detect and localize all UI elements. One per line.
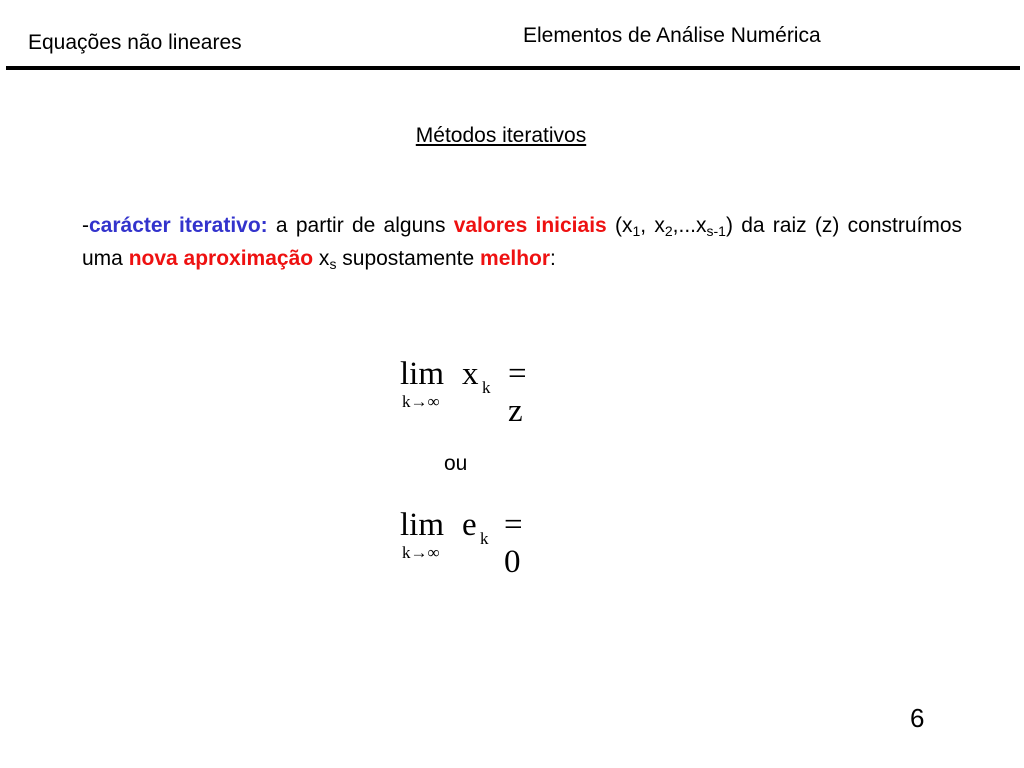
subscript-s: s: [329, 256, 337, 272]
course-title: Elementos de Análise Numérica: [523, 24, 821, 47]
definition-paragraph: [82, 209, 962, 275]
connector-text: ou: [444, 452, 468, 475]
equation-rhs: = z: [508, 356, 527, 429]
header-divider: [6, 66, 1020, 70]
variable-subscript: k: [480, 529, 489, 548]
equation-rhs: = 0: [504, 507, 523, 580]
topic-title: Equações não lineares: [28, 31, 242, 54]
para-text-6: x: [313, 247, 330, 270]
subscript-s-1: s-1: [706, 223, 726, 239]
page-number: 6: [910, 703, 925, 733]
limit-subscript: k→∞: [402, 392, 440, 411]
variable-subscript: k: [482, 378, 491, 397]
highlight-new-approximation: nova aproximação: [128, 247, 314, 270]
subscript-2: 2: [664, 223, 673, 239]
para-dash: -: [82, 214, 89, 237]
para-text-8: :: [550, 247, 556, 270]
limit-subscript: k→∞: [402, 543, 440, 562]
para-text-2: (x: [606, 214, 633, 237]
highlight-initial-values: valores iniciais: [453, 214, 607, 237]
subscript-1: 1: [632, 223, 641, 239]
slide-title: Métodos iterativos: [415, 124, 587, 147]
para-text-1: a partir de alguns: [267, 214, 454, 237]
highlight-better: melhor: [480, 247, 551, 270]
para-text-5: ) da raiz (z) construímos uma: [82, 214, 963, 270]
para-text-7: supostamente: [336, 247, 481, 270]
variable-x: x: [462, 356, 479, 392]
lim-operator: lim: [400, 507, 445, 543]
lim-operator: lim: [400, 356, 445, 392]
variable-e: e: [462, 507, 477, 543]
para-text-4: ,...x: [672, 214, 707, 237]
para-text-3: , x: [640, 214, 665, 237]
term-iterative-character: carácter iterativo:: [89, 214, 268, 237]
